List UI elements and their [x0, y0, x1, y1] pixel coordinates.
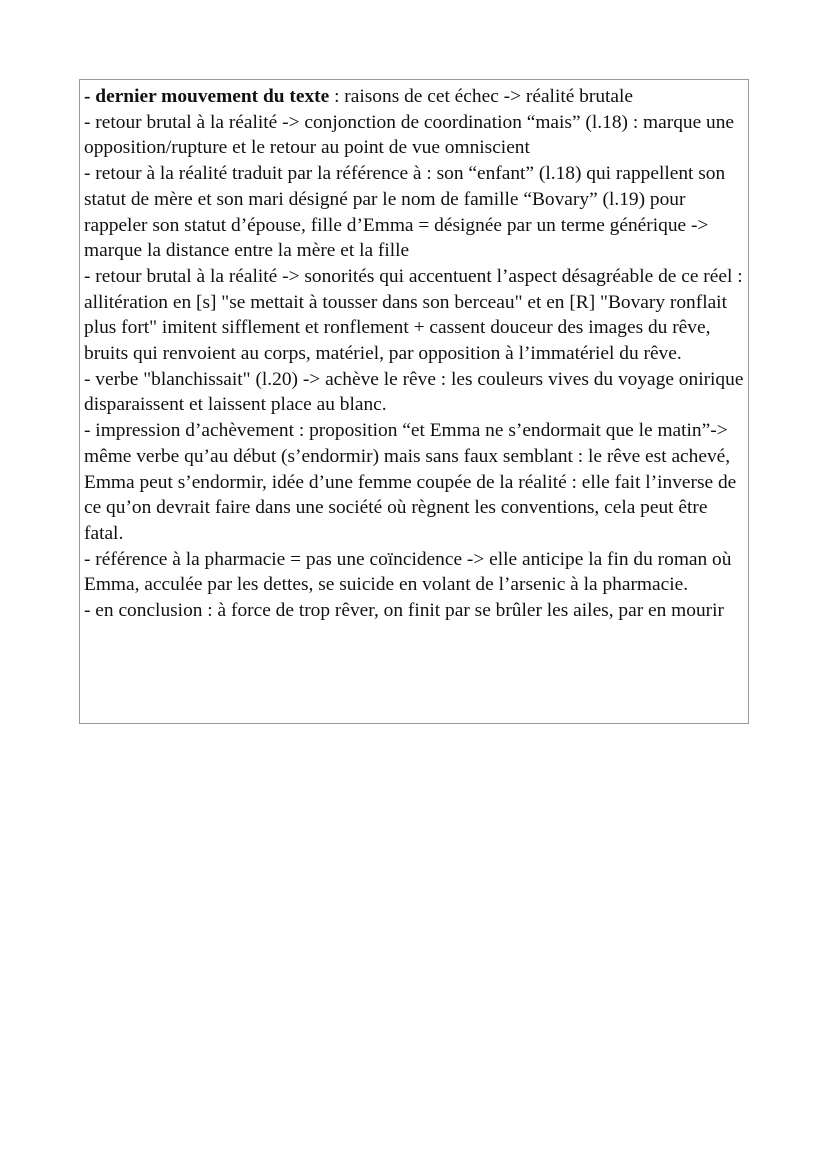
- notes-box: [79, 79, 749, 724]
- note-completion: - impression d’achèvement : proposition “et Emma ne s’endormait que le matin”-> même verbe qu’au début (s’endormir) mais sans faux semblant : le rêve est achevé, Emma peut s’endormir, idée d’une femme coupée de la réalité : elle fait l’inverse de ce qu’on devrait faire dans une société où règnent les conventions, cela peut être fatal.: [84, 420, 737, 544]
- note-conjunction-mais: - retour brutal à la réalité -> conjonction de coordination “mais” (l.18) : marque une opposition/rupture et le retour au point de vue omniscient: [84, 111, 735, 159]
- note-sonorities: - retour brutal à la réalité -> sonorités qui accentuent l’aspect désagréable de ce réel : allitération en [s] "se mettait à tousser dans son berceau" et en [R] "Bovary ronflait plus fort" imitent sifflement et ronflement + cassent douceur des images du rêve, bruits qui renvoient au corps, matériel, par opposition à l’immatériel du rêve.: [84, 265, 743, 365]
- note-last-movement: [84, 84, 746, 110]
- note-text: : raisons de cet échec -> réalité brutale: [329, 86, 634, 107]
- note-verb-blanchissait: - verbe "blanchissait" (l.20) -> achève le rêve : les couleurs vives du voyage onirique disparaissent et laissent place au blanc.: [84, 368, 744, 416]
- note-pharmacy: - référence à la pharmacie = pas une coïncidence -> elle anticipe la fin du roman où Emma, acculée par les dettes, se suicide en volant de l’arsenic à la pharmacie.: [84, 548, 732, 596]
- note-lead-bold: - dernier mouvement du texte: [84, 86, 330, 107]
- note-reference-enfant: - retour à la réalité traduit par la référence à : son “enfant” (l.18) qui rappellent son statut de mère et son mari désigné par le nom de famille “Bovary” (l.19) pour rappeler son statut d’épouse, fille d’Emma = désignée par un terme générique -> marque la distance entre la mère et la fille: [84, 163, 726, 262]
- note-conclusion: - en conclusion : à force de trop rêver, on finit par se brûler les ailes, par en mourir: [84, 600, 724, 622]
